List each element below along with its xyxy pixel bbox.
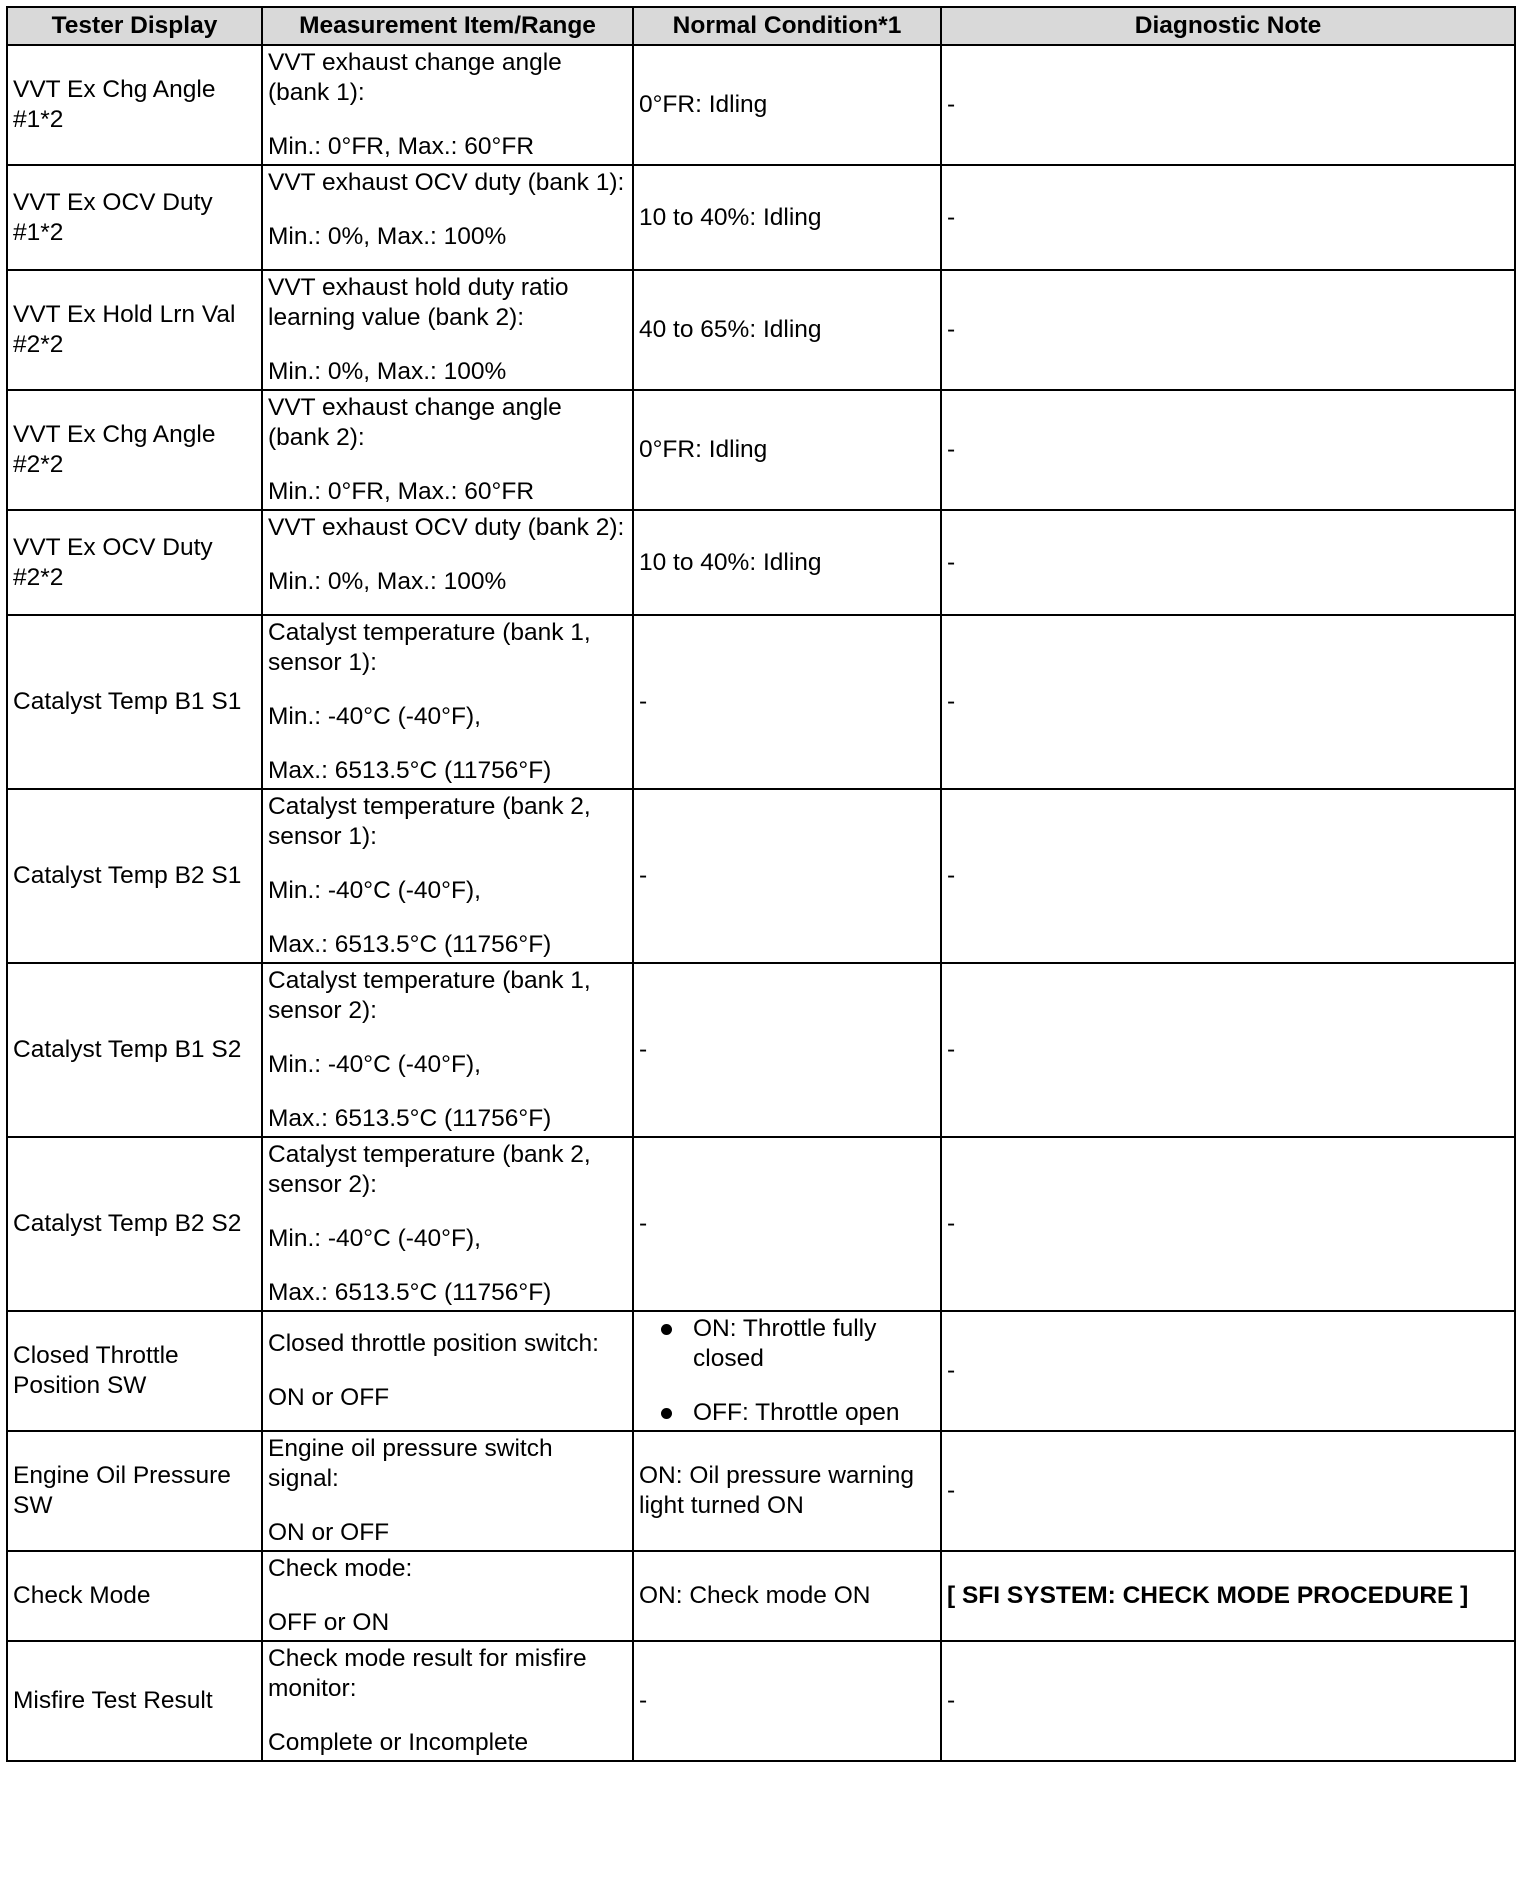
measurement-description: Closed throttle position switch: — [268, 1330, 599, 1357]
table-row — [7, 390, 1515, 510]
measurement-description: Engine oil pressure switch signal: — [268, 1435, 553, 1492]
tester-display-cell: Closed Throttle Position SW — [7, 1311, 262, 1431]
bullet-dot-icon — [661, 1324, 672, 1335]
measurement-cell — [262, 1311, 633, 1431]
measurement-cell — [262, 789, 633, 963]
measurement-description: VVT exhaust OCV duty (bank 2): — [268, 514, 625, 541]
measurement-cell — [262, 270, 633, 390]
normal-condition-cell: - — [633, 1641, 941, 1761]
diagnostic-note-cell: - — [941, 1431, 1515, 1551]
measurement-range: ON or OFF — [268, 1519, 390, 1546]
diagnostic-note-cell: - — [941, 1137, 1515, 1311]
table-row — [7, 510, 1515, 615]
normal-condition-cell: 10 to 40%: Idling — [633, 165, 941, 270]
diagnostic-note-cell: - — [941, 45, 1515, 165]
condition-item-text: OFF: Throttle open — [693, 1399, 900, 1426]
normal-condition-cell: ON: Oil pressure warning light turned ON — [633, 1431, 941, 1551]
condition-bullet-list — [639, 1314, 935, 1428]
measurement-cell — [262, 1551, 633, 1641]
tester-display-cell: Catalyst Temp B1 S1 — [7, 615, 262, 789]
tester-display-cell: VVT Ex OCV Duty #2*2 — [7, 510, 262, 615]
list-item — [639, 1314, 935, 1374]
normal-condition-cell: - — [633, 1137, 941, 1311]
table-header-row — [7, 7, 1515, 45]
measurement-cell — [262, 1431, 633, 1551]
header-tester-display: Tester Display — [7, 7, 262, 45]
measurement-cell — [262, 1641, 633, 1761]
measurement-range: Min.: 0%, Max.: 100% — [268, 223, 507, 250]
measurement-range: OFF or ON — [268, 1609, 390, 1636]
diagnostic-note-cell: - — [941, 1311, 1515, 1431]
tester-display-cell: Engine Oil Pressure SW — [7, 1431, 262, 1551]
normal-condition-cell: - — [633, 789, 941, 963]
table-row — [7, 270, 1515, 390]
diagnostic-note-cell — [941, 1551, 1515, 1641]
measurement-min: Min.: -40°C (-40°F), — [268, 703, 481, 730]
normal-condition-cell: - — [633, 615, 941, 789]
table-row — [7, 789, 1515, 963]
measurement-description: Check mode: — [268, 1555, 413, 1582]
measurement-max: Max.: 6513.5°C (11756°F) — [268, 931, 552, 958]
check-mode-procedure-link[interactable]: [ SFI SYSTEM: CHECK MODE PROCEDURE ] — [947, 1582, 1469, 1609]
normal-condition-cell: 0°FR: Idling — [633, 390, 941, 510]
measurement-max: Max.: 6513.5°C (11756°F) — [268, 1279, 552, 1306]
measurement-min: Min.: -40°C (-40°F), — [268, 1225, 481, 1252]
tester-display-cell: Catalyst Temp B2 S1 — [7, 789, 262, 963]
table-row — [7, 963, 1515, 1137]
condition-item-text: ON: Throttle fully closed — [693, 1315, 877, 1372]
diagnostic-note-cell: - — [941, 390, 1515, 510]
measurement-description: Check mode result for misfire monitor: — [268, 1645, 587, 1702]
measurement-cell — [262, 615, 633, 789]
diagnostic-note-cell: - — [941, 615, 1515, 789]
tester-display-cell: Catalyst Temp B2 S2 — [7, 1137, 262, 1311]
measurement-description: Catalyst temperature (bank 2, sensor 1): — [268, 793, 591, 850]
tester-display-cell: VVT Ex Chg Angle #1*2 — [7, 45, 262, 165]
table-row — [7, 165, 1515, 270]
diagnostic-note-cell: - — [941, 510, 1515, 615]
diagnostic-data-table — [6, 6, 1516, 1762]
normal-condition-cell: 10 to 40%: Idling — [633, 510, 941, 615]
table-row — [7, 615, 1515, 789]
header-measurement: Measurement Item/Range — [262, 7, 633, 45]
measurement-description: VVT exhaust OCV duty (bank 1): — [268, 169, 625, 196]
normal-condition-cell: 40 to 65%: Idling — [633, 270, 941, 390]
measurement-description: VVT exhaust change angle (bank 2): — [268, 394, 562, 451]
diagnostic-note-cell: - — [941, 270, 1515, 390]
normal-condition-cell: ON: Check mode ON — [633, 1551, 941, 1641]
diagnostic-note-cell: - — [941, 1641, 1515, 1761]
measurement-cell — [262, 963, 633, 1137]
measurement-cell — [262, 510, 633, 615]
tester-display-cell: VVT Ex Chg Angle #2*2 — [7, 390, 262, 510]
measurement-description: VVT exhaust hold duty ratio learning value (bank 2): — [268, 274, 569, 331]
list-item — [639, 1398, 935, 1428]
measurement-range: Min.: 0%, Max.: 100% — [268, 568, 507, 595]
table-row — [7, 45, 1515, 165]
table-row — [7, 1137, 1515, 1311]
tester-display-cell: VVT Ex OCV Duty #1*2 — [7, 165, 262, 270]
bullet-dot-icon — [661, 1408, 672, 1419]
tester-display-cell: Misfire Test Result — [7, 1641, 262, 1761]
measurement-range: Complete or Incomplete — [268, 1729, 529, 1756]
table-row — [7, 1431, 1515, 1551]
measurement-min: Min.: -40°C (-40°F), — [268, 1051, 481, 1078]
normal-condition-cell: - — [633, 963, 941, 1137]
diagnostic-note-cell: - — [941, 165, 1515, 270]
tester-display-cell: VVT Ex Hold Lrn Val #2*2 — [7, 270, 262, 390]
tester-display-cell: Check Mode — [7, 1551, 262, 1641]
measurement-max: Max.: 6513.5°C (11756°F) — [268, 1105, 552, 1132]
measurement-min: Min.: -40°C (-40°F), — [268, 877, 481, 904]
table-row — [7, 1551, 1515, 1641]
table-row — [7, 1641, 1515, 1761]
measurement-range: ON or OFF — [268, 1384, 390, 1411]
table-row — [7, 1311, 1515, 1431]
measurement-range: Min.: 0°FR, Max.: 60°FR — [268, 478, 535, 505]
measurement-description: VVT exhaust change angle (bank 1): — [268, 49, 562, 106]
header-diagnostic-note: Diagnostic Note — [941, 7, 1515, 45]
header-normal-condition: Normal Condition*1 — [633, 7, 941, 45]
measurement-cell — [262, 165, 633, 270]
measurement-description: Catalyst temperature (bank 2, sensor 2): — [268, 1141, 591, 1198]
measurement-cell — [262, 1137, 633, 1311]
measurement-max: Max.: 6513.5°C (11756°F) — [268, 757, 552, 784]
measurement-range: Min.: 0°FR, Max.: 60°FR — [268, 133, 535, 160]
measurement-description: Catalyst temperature (bank 1, sensor 2): — [268, 967, 591, 1024]
diagnostic-note-cell: - — [941, 789, 1515, 963]
measurement-description: Catalyst temperature (bank 1, sensor 1): — [268, 619, 591, 676]
measurement-cell — [262, 45, 633, 165]
normal-condition-cell — [633, 1311, 941, 1431]
diagnostic-note-cell: - — [941, 963, 1515, 1137]
tester-display-cell: Catalyst Temp B1 S2 — [7, 963, 262, 1137]
measurement-range: Min.: 0%, Max.: 100% — [268, 358, 507, 385]
normal-condition-cell: 0°FR: Idling — [633, 45, 941, 165]
measurement-cell — [262, 390, 633, 510]
